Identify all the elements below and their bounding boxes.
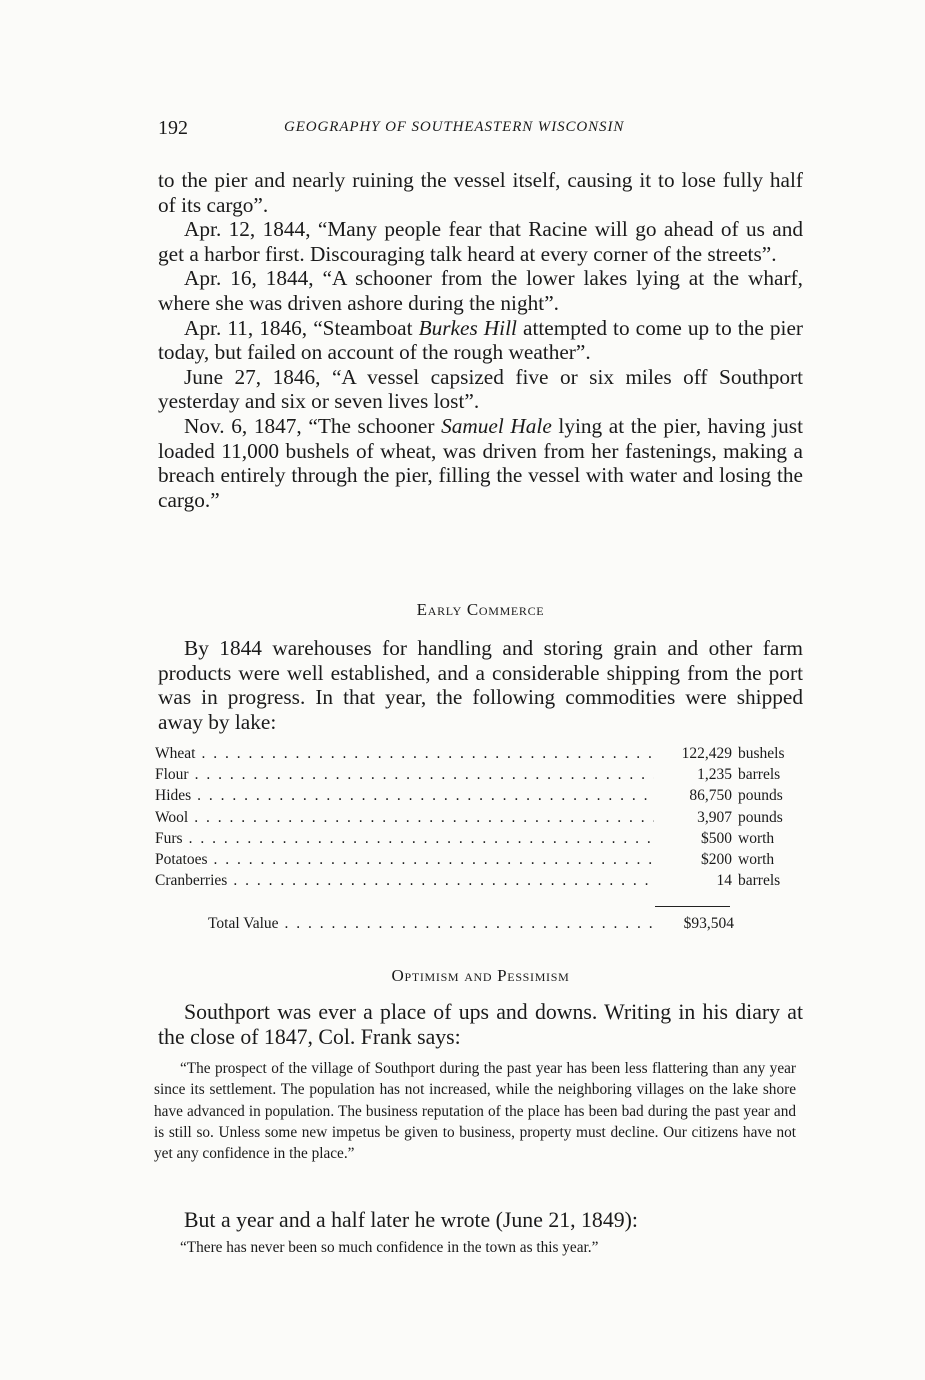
leader-dots [194, 809, 654, 827]
page-header [158, 117, 798, 141]
leader-dots [197, 787, 654, 805]
commodity-table [155, 745, 800, 893]
paragraph-capsized: June 27, 1846, “A vessel capsized five or six miles off Southport yesterday and six or seven lives lost”. [158, 364, 803, 414]
commodity-quantity: 3,907 [697, 808, 732, 826]
ship-name: Samuel Hale [441, 413, 552, 438]
paragraph-continuation: to the pier and nearly ruining the vessel itself, causing it to lose fully half of its cargo”. [158, 168, 803, 217]
total-rule [655, 906, 730, 907]
commodity-quantity: $500 [701, 829, 732, 847]
commodity-name: Hides [155, 787, 192, 805]
leader-dots [201, 745, 654, 763]
commodity-unit: worth [738, 829, 775, 847]
total-value: $93,504 [683, 915, 734, 932]
later-sentence: But a year and a half later he wrote (June 21, 1849): [184, 1208, 638, 1232]
commodity-unit: bushels [738, 745, 785, 762]
leader-dots [214, 851, 654, 869]
section-heading-optimism: Optimism and Pessimism [391, 966, 570, 985]
diary-entries [158, 168, 803, 512]
early-commerce-intro-block [158, 636, 803, 734]
commodity-unit: barrels [738, 872, 781, 890]
commodity-quantity: 122,429 [681, 745, 732, 762]
commodity-name: Potatoes [155, 850, 208, 868]
diary-quote-1849 [154, 1237, 796, 1258]
paragraph-schooner: Apr. 16, 1844, “A schooner from the lower lakes lying at the wharf, where she was driven ashore during the night”. [158, 266, 803, 315]
commodity-name: Wool [155, 808, 189, 826]
commodity-name: Wheat [155, 745, 196, 762]
total-row [208, 915, 734, 933]
running-title: GEOGRAPHY OF SOUTHEASTERN WISCONSIN [284, 119, 625, 135]
optimism-intro: Southport was ever a place of ups and downs. Writing in his diary at the close of 1847, Col. Frank says: [158, 1000, 803, 1049]
commodity-row [155, 830, 800, 851]
commodity-name: Flour [155, 766, 189, 784]
commodity-unit: barrels [738, 766, 781, 784]
quote-text: “There has never been so much confidence in the town as this year.” [180, 1239, 599, 1256]
commodity-name: Cranberries [155, 872, 228, 890]
commodity-row [155, 872, 800, 893]
commodity-row [155, 745, 800, 766]
total-label: Total Value [208, 915, 279, 932]
diary-quote-1847 [154, 1058, 796, 1164]
commodity-quantity: 86,750 [689, 787, 732, 805]
leader-dots [195, 766, 654, 784]
commodity-quantity: 1,235 [697, 766, 732, 784]
commodity-quantity: 14 [716, 872, 732, 890]
paragraph-racine: Apr. 12, 1844, “Many people fear that Racine will go ahead of us and get a harbor first. Discouraging talk heard at every corner of the streets”. [158, 217, 803, 266]
section-heading-early-commerce: Early Commerce [416, 600, 545, 619]
commodity-unit: pounds [738, 808, 783, 826]
quote-text: “The prospect of the village of Southport during the past year has been less flattering than any year since its settlement. The population has not increased, while the neighboring villages on the lake shore have advanced in population. The business reputation of the place has been bad during the past year and is still so. Unless some new impetus be given to business, property must decline. Our citizens have not yet any confidence in the place.” [154, 1060, 796, 1163]
optimism-intro-block [158, 1000, 803, 1049]
leader-dots [233, 872, 654, 890]
paragraph-samuel-hale: Nov. 6, 1847, “The schooner Samuel Hale lying at the pier, having just loaded 11,000 bushels of wheat, was driven from her fastenings, making a breach entirely through the pier, filling the vessel with water and losing the cargo.” [158, 413, 803, 512]
leader-dots [189, 830, 654, 848]
commodity-row [155, 851, 800, 872]
commodity-row [155, 809, 800, 830]
paragraph-burkes-hill: Apr. 11, 1846, “Steamboat Burkes Hill attempted to come up to the pier today, but failed on account of the rough weather”. [158, 315, 803, 365]
commodity-quantity: $200 [701, 850, 732, 868]
leader-dots [285, 915, 658, 933]
early-commerce-intro: By 1844 warehouses for handling and storing grain and other farm products were well established, and a considerable shipping from the port was in progress. In that year, the following commodities were shipped away by lake: [158, 636, 803, 734]
page-number: 192 [158, 117, 188, 139]
later-block [158, 1208, 803, 1233]
commodity-unit: pounds [738, 787, 783, 805]
commodity-row [155, 787, 800, 808]
commodity-unit: worth [738, 850, 775, 868]
commodity-row [155, 766, 800, 787]
commodity-name: Furs [155, 829, 183, 847]
ship-name: Burkes Hill [418, 315, 517, 340]
